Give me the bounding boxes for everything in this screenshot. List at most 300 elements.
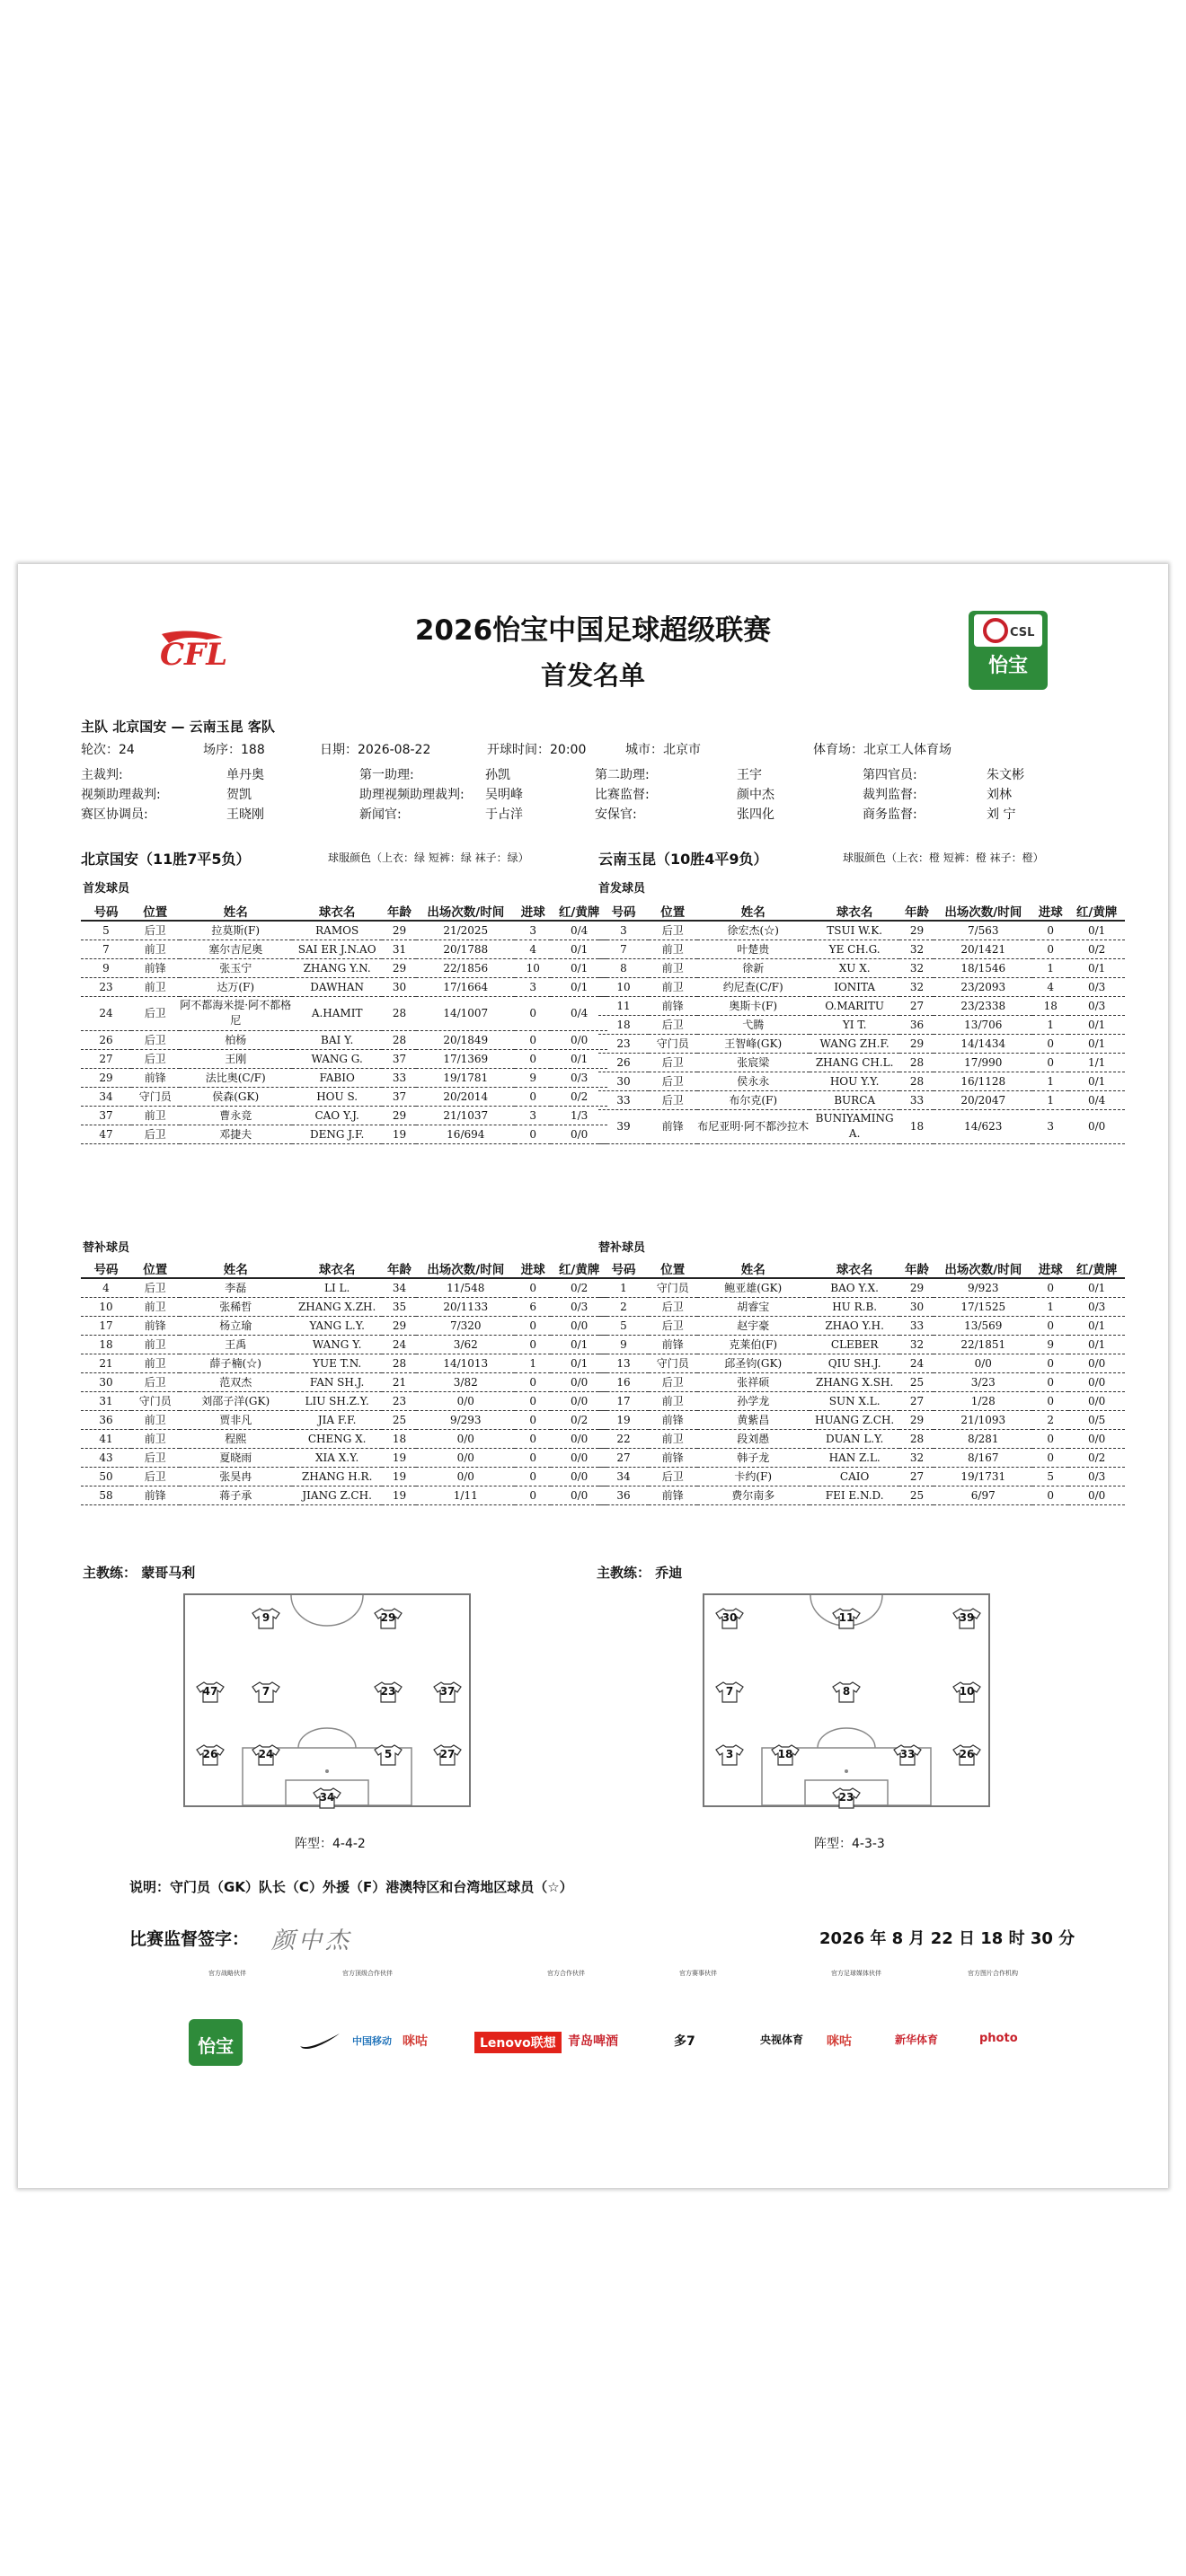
column-header: 球衣名 [292, 902, 383, 921]
player-cell: 16/1128 [934, 1072, 1032, 1090]
player-cell: 前卫 [649, 1391, 697, 1410]
player-cell: LIU SH.Z.Y. [292, 1391, 383, 1410]
player-cell: 塞尔吉尼奥 [180, 940, 292, 958]
player-cell: DUAN L.Y. [810, 1429, 900, 1448]
player-cell: 0/1 [1068, 958, 1125, 977]
player-cell: ZHANG X.ZH. [292, 1297, 383, 1316]
official-name: 王晓刚 [226, 807, 264, 822]
official-label: 赛区协调员: [81, 807, 148, 822]
player-cell: HOU Y.Y. [810, 1072, 900, 1090]
player-cell: JIA F.F. [292, 1410, 383, 1429]
player-cell: 0 [515, 1278, 551, 1297]
player-cell: 33 [382, 1068, 416, 1087]
player-cell: 后卫 [131, 1467, 180, 1486]
player-cell: 后卫 [649, 921, 697, 940]
player-cell: 4 [1032, 977, 1068, 996]
player-cell: 0 [1032, 1053, 1068, 1072]
player-cell: 后卫 [649, 1053, 697, 1072]
player-cell: 前锋 [649, 1448, 697, 1467]
player-cell: HU R.B. [810, 1297, 900, 1316]
player-cell: 25 [382, 1410, 416, 1429]
player-cell: DENG J.F. [292, 1125, 383, 1143]
player-cell: 0 [515, 1467, 551, 1486]
player-row [81, 1486, 607, 1504]
player-cell: JIANG Z.CH. [292, 1486, 383, 1504]
player-cell: 0/1 [1068, 1034, 1125, 1053]
player-cell: 10 [81, 1297, 131, 1316]
partner-label: 官方合作伙伴 [547, 1970, 585, 1977]
player-cell: 后卫 [131, 1125, 180, 1143]
player-cell: 前卫 [131, 1106, 180, 1125]
player-cell: 0/3 [1068, 1297, 1125, 1316]
player-row [598, 1429, 1125, 1448]
player-row [598, 977, 1125, 996]
player-cell: 0 [515, 1087, 551, 1106]
player-cell: 后卫 [649, 1372, 697, 1391]
official-name: 刘林 [987, 788, 1012, 802]
player-cell: 0/3 [1068, 996, 1125, 1015]
player-cell: 1 [1032, 958, 1068, 977]
player-cell: 0/3 [551, 1068, 607, 1087]
player-cell: 1/3 [551, 1106, 607, 1125]
player-row [81, 977, 607, 996]
player-cell: 20/2014 [416, 1087, 515, 1106]
home-team-title: 北京国安（11胜7平5负） [81, 851, 251, 868]
official-label: 商务监督: [863, 807, 917, 822]
player-cell: 0 [1032, 1372, 1068, 1391]
photo-sponsor: photo [979, 2032, 1018, 2045]
player-cell: 27 [899, 996, 934, 1015]
supervisor-signature-label: 比赛监督签字： [129, 1929, 250, 1949]
player-cell: 前锋 [131, 1486, 180, 1504]
column-header: 进球 [1032, 902, 1068, 921]
away-coach: 主教练： 乔迪 [597, 1565, 683, 1581]
match-no: 场序：188 [203, 743, 265, 757]
official-label: 比赛监督: [595, 788, 650, 802]
player-cell: SUN X.L. [810, 1391, 900, 1410]
player-cell: 7 [598, 940, 649, 958]
player-cell: 36 [81, 1410, 131, 1429]
player-cell: 后卫 [131, 921, 180, 940]
player-cell: 前锋 [649, 1410, 697, 1429]
player-cell: 0 [515, 1410, 551, 1429]
player-cell: 张祥硕 [697, 1372, 810, 1391]
player-cell: 王智峰(GK) [697, 1034, 810, 1053]
player-cell: 2 [598, 1297, 649, 1316]
player-cell: 0 [515, 996, 551, 1030]
away-team-title: 云南玉昆（10胜4平9负） [598, 851, 768, 868]
player-cell: 18 [899, 1109, 934, 1143]
player-cell: 28 [899, 1053, 934, 1072]
player-row [81, 1125, 607, 1143]
player-cell: 14/1434 [934, 1034, 1032, 1053]
partner-label: 官方顶级合作伙伴 [342, 1970, 393, 1977]
xinhua-sports-sponsor: 新华体育 [895, 2033, 939, 2046]
player-shirt-icon: 47 [196, 1681, 225, 1703]
player-row [81, 921, 607, 940]
page-subtitle: 首发名单 [540, 660, 645, 691]
away-formation-pitch [703, 1593, 990, 1807]
player-cell: 14/1013 [416, 1354, 515, 1372]
home-kit-colors: 球服颜色（上衣：绿 短裤：绿 袜子：绿） [328, 851, 529, 864]
player-cell: YE CH.G. [810, 940, 900, 958]
player-cell: 黄紫昌 [697, 1410, 810, 1429]
player-row [81, 1316, 607, 1335]
player-cell: 0 [515, 1486, 551, 1504]
player-cell: 阿不都海米提·阿不都格尼 [180, 996, 292, 1030]
player-cell: 后卫 [131, 1030, 180, 1049]
player-cell: 29 [899, 1410, 934, 1429]
player-cell: 29 [382, 1106, 416, 1125]
player-cell: 1/1 [1068, 1053, 1125, 1072]
player-cell: 34 [81, 1087, 131, 1106]
player-cell: 前锋 [131, 1068, 180, 1087]
column-header: 出场次数/时间 [934, 1259, 1032, 1278]
player-cell: 14/1007 [416, 996, 515, 1030]
player-cell: 侯森(GK) [180, 1087, 292, 1106]
player-cell: 法比奥(C/F) [180, 1068, 292, 1087]
player-shirt-icon: 3 [715, 1744, 744, 1766]
column-header: 红/黄牌 [1068, 1259, 1125, 1278]
player-row [81, 1448, 607, 1467]
player-shirt-icon: 30 [715, 1608, 744, 1629]
player-cell: 刘邵子洋(GK) [180, 1391, 292, 1410]
player-cell: 13/706 [934, 1015, 1032, 1034]
column-header: 进球 [1032, 1259, 1068, 1278]
player-cell: 1/11 [416, 1486, 515, 1504]
official-label: 安保官: [595, 807, 637, 822]
player-cell: 31 [81, 1391, 131, 1410]
player-cell: 28 [899, 1429, 934, 1448]
player-cell: 24 [382, 1335, 416, 1354]
player-cell: 0/1 [551, 1335, 607, 1354]
page-title: 2026怡宝中国足球超级联赛 [414, 614, 772, 647]
player-cell: 0/0 [1068, 1486, 1125, 1504]
player-cell: 21 [81, 1354, 131, 1372]
player-cell: 17 [598, 1391, 649, 1410]
column-header: 红/黄牌 [1068, 902, 1125, 921]
player-row [81, 1354, 607, 1372]
player-cell: 守门员 [131, 1391, 180, 1410]
player-row [598, 1297, 1125, 1316]
player-cell: 22/1856 [416, 958, 515, 977]
player-cell: 曹永竞 [180, 1106, 292, 1125]
official-label: 裁判监督: [863, 788, 917, 802]
player-cell: 20/1421 [934, 940, 1032, 958]
column-header: 年龄 [899, 1259, 934, 1278]
player-cell: 5 [81, 921, 131, 940]
player-cell: 37 [382, 1049, 416, 1068]
player-cell: 前卫 [131, 940, 180, 958]
player-cell: 徐新 [697, 958, 810, 977]
away-kit-colors: 球服颜色（上衣：橙 短裤：橙 袜子：橙） [843, 851, 1044, 864]
player-cell: YI T. [810, 1015, 900, 1034]
player-row [81, 1429, 607, 1448]
player-cell: 0/1 [551, 940, 607, 958]
player-cell: 0 [1032, 1354, 1068, 1372]
player-cell: 守门员 [131, 1087, 180, 1106]
column-header: 年龄 [899, 902, 934, 921]
player-row [598, 1072, 1125, 1090]
player-cell: 后卫 [131, 996, 180, 1030]
csl-logo-text: 怡宝 [987, 654, 1028, 677]
player-row [598, 1467, 1125, 1486]
player-shirt-icon: 39 [952, 1608, 981, 1629]
player-cell: 0 [515, 1391, 551, 1410]
official-label: 第四官员: [863, 768, 917, 782]
player-cell: 后卫 [131, 1049, 180, 1068]
player-cell: 5 [1032, 1467, 1068, 1486]
player-cell: 17/1664 [416, 977, 515, 996]
player-cell: 1 [1032, 1015, 1068, 1034]
player-cell: 58 [81, 1486, 131, 1504]
player-cell: 0/0 [416, 1429, 515, 1448]
player-cell: 29 [899, 1278, 934, 1297]
player-cell: 0 [1032, 921, 1068, 940]
player-cell: 36 [899, 1015, 934, 1034]
player-cell: 30 [899, 1297, 934, 1316]
player-cell: 32 [899, 977, 934, 996]
player-cell: CHENG X. [292, 1429, 383, 1448]
player-cell: 0/3 [1068, 977, 1125, 996]
player-cell: 29 [382, 1316, 416, 1335]
player-cell: 前锋 [649, 1335, 697, 1354]
player-shirt-icon: 27 [433, 1744, 462, 1766]
player-cell: 0/0 [551, 1448, 607, 1467]
player-cell: 9/923 [934, 1278, 1032, 1297]
player-cell: 费尔南多 [697, 1486, 810, 1504]
player-cell: 前锋 [649, 1486, 697, 1504]
player-row [598, 1372, 1125, 1391]
player-cell: 1 [598, 1278, 649, 1297]
player-row [81, 1106, 607, 1125]
table-header-row [598, 1259, 1125, 1278]
player-cell: 0/5 [1068, 1410, 1125, 1429]
player-cell: 37 [81, 1106, 131, 1125]
player-cell: 守门员 [649, 1034, 697, 1053]
player-cell: 约尼查(C/F) [697, 977, 810, 996]
player-cell: 前卫 [649, 977, 697, 996]
official-name: 孙凯 [485, 768, 510, 782]
player-cell: 前卫 [131, 977, 180, 996]
match-date: 日期：2026-08-22 [320, 743, 431, 757]
player-cell: FAN SH.J. [292, 1372, 383, 1391]
home-formation-pitch [183, 1593, 471, 1807]
player-cell: 守门员 [649, 1354, 697, 1372]
player-shirt-icon: 18 [771, 1744, 800, 1766]
player-row [598, 1090, 1125, 1109]
player-shirt-icon: 24 [252, 1744, 280, 1766]
player-cell: 张昊冉 [180, 1467, 292, 1486]
player-cell: 28 [382, 996, 416, 1030]
player-cell: SAI ER J.N.AO [292, 940, 383, 958]
official-name: 单丹奥 [226, 768, 264, 782]
player-cell: 23 [81, 977, 131, 996]
player-cell: TSUI W.K. [810, 921, 900, 940]
player-cell: FABIO [292, 1068, 383, 1087]
player-cell: 后卫 [649, 1316, 697, 1335]
player-cell: 47 [81, 1125, 131, 1143]
partner-label: 官方战略伙伴 [208, 1970, 246, 1977]
home-starters-table [81, 902, 607, 1144]
player-cell: 7/320 [416, 1316, 515, 1335]
player-cell: 20/2047 [934, 1090, 1032, 1109]
player-cell: 程熙 [180, 1429, 292, 1448]
player-cell: 32 [899, 958, 934, 977]
player-cell: 前锋 [649, 1109, 697, 1143]
player-row [81, 1030, 607, 1049]
column-header: 红/黄牌 [551, 902, 607, 921]
player-cell: 23 [598, 1034, 649, 1053]
player-shirt-icon: 37 [433, 1681, 462, 1703]
china-mobile-sponsor: 中国移动 [352, 2035, 392, 2047]
official-name: 吴明峰 [485, 788, 523, 802]
player-cell: 0/0 [1068, 1372, 1125, 1391]
player-cell: 0/0 [551, 1030, 607, 1049]
player-cell: 卡约(F) [697, 1467, 810, 1486]
player-row [81, 1297, 607, 1316]
away-subs-label: 替补球员 [598, 1241, 646, 1255]
player-cell: 前卫 [649, 1429, 697, 1448]
player-cell: 21/2025 [416, 921, 515, 940]
player-cell: 27 [598, 1448, 649, 1467]
player-shirt-icon: 26 [196, 1744, 225, 1766]
player-shirt-icon: 23 [832, 1787, 861, 1809]
player-cell: 0 [515, 1335, 551, 1354]
player-cell: 39 [598, 1109, 649, 1143]
player-row [81, 940, 607, 958]
player-cell: 0/0 [1068, 1109, 1125, 1143]
player-cell: 23/2338 [934, 996, 1032, 1015]
home-subs-label: 替补球员 [83, 1241, 130, 1255]
player-cell: 前卫 [649, 940, 697, 958]
player-row [598, 1109, 1125, 1143]
away-starters-label: 首发球员 [598, 882, 646, 895]
player-cell: RAMOS [292, 921, 383, 940]
player-cell: 邱圣钧(GK) [697, 1354, 810, 1372]
player-cell: 21 [382, 1372, 416, 1391]
player-cell: 50 [81, 1467, 131, 1486]
player-cell: 24 [81, 996, 131, 1030]
player-cell: ZHAO Y.H. [810, 1316, 900, 1335]
column-header: 姓名 [180, 1259, 292, 1278]
player-shirt-icon: 7 [252, 1681, 280, 1703]
player-cell: 张玉宁 [180, 958, 292, 977]
player-cell: 鲍亚雄(GK) [697, 1278, 810, 1297]
column-header: 出场次数/时间 [416, 902, 515, 921]
sponsor-7: 多7 [674, 2034, 695, 2049]
player-cell: 35 [382, 1297, 416, 1316]
player-cell: 33 [598, 1090, 649, 1109]
column-header: 年龄 [382, 1259, 416, 1278]
player-cell: 0/0 [551, 1486, 607, 1504]
player-cell: 21/1037 [416, 1106, 515, 1125]
player-cell: ZHANG Y.N. [292, 958, 383, 977]
player-cell: 9 [1032, 1335, 1068, 1354]
player-cell: FEI E.N.D. [810, 1486, 900, 1504]
player-cell: 0 [515, 1030, 551, 1049]
player-cell: 后卫 [649, 1297, 697, 1316]
player-cell: YUE T.N. [292, 1354, 383, 1372]
player-cell: 前锋 [131, 1316, 180, 1335]
player-cell: 李磊 [180, 1278, 292, 1297]
column-header: 出场次数/时间 [934, 902, 1032, 921]
player-cell: 达万(F) [180, 977, 292, 996]
city: 城市：北京市 [625, 743, 701, 757]
player-cell: 张宸梁 [697, 1053, 810, 1072]
player-cell: 夏晓雨 [180, 1448, 292, 1467]
player-cell: 17/1525 [934, 1297, 1032, 1316]
player-cell: 41 [81, 1429, 131, 1448]
player-cell: CAO Y.J. [292, 1106, 383, 1125]
tsingtao-sponsor: 青岛啤酒 [568, 2034, 618, 2049]
away-starters-table [598, 902, 1125, 1144]
player-cell: 28 [382, 1030, 416, 1049]
player-cell: 30 [598, 1072, 649, 1090]
player-shirt-icon: 7 [715, 1681, 744, 1703]
player-cell: 16 [598, 1372, 649, 1391]
player-cell: 17/1369 [416, 1049, 515, 1068]
svg-text:CSL: CSL [1010, 626, 1035, 640]
round: 轮次：24 [81, 743, 135, 757]
player-cell: 前卫 [131, 1354, 180, 1372]
player-cell: YANG L.Y. [292, 1316, 383, 1335]
player-cell: 邓捷夫 [180, 1125, 292, 1143]
away-formation: 阵型：4-3-3 [814, 1837, 885, 1851]
player-cell: 9 [515, 1068, 551, 1087]
partner-label: 官方赛事伙伴 [679, 1970, 717, 1977]
player-cell: 6 [515, 1297, 551, 1316]
player-cell: 9 [81, 958, 131, 977]
player-row [598, 1486, 1125, 1504]
player-cell: 贾非凡 [180, 1410, 292, 1429]
partner-labels [18, 1963, 1168, 1990]
player-cell: 29 [382, 921, 416, 940]
partner-label: 官方图片合作机构 [968, 1970, 1018, 1977]
teams-line: 主队 北京国安 — 云南玉昆 客队 [81, 719, 275, 735]
player-cell: 18 [1032, 996, 1068, 1015]
player-cell: 侯永永 [697, 1072, 810, 1090]
player-cell: 20/1788 [416, 940, 515, 958]
player-cell: 0/0 [551, 1316, 607, 1335]
player-cell: 0/1 [1068, 921, 1125, 940]
player-cell: HOU S. [292, 1087, 383, 1106]
player-shirt-icon: 34 [313, 1787, 341, 1809]
player-cell: 后卫 [131, 1448, 180, 1467]
player-cell: 0/2 [1068, 940, 1125, 958]
player-cell: 7/563 [934, 921, 1032, 940]
player-cell: 后卫 [649, 1467, 697, 1486]
table-header-row [81, 902, 607, 921]
player-row [598, 1448, 1125, 1467]
player-cell: 4 [515, 940, 551, 958]
player-row [598, 1053, 1125, 1072]
player-cell: 22 [598, 1429, 649, 1448]
official-name: 于占洋 [485, 807, 523, 822]
player-cell: 28 [899, 1072, 934, 1090]
player-row [81, 1049, 607, 1068]
player-cell: 21/1093 [934, 1410, 1032, 1429]
player-cell: 32 [899, 940, 934, 958]
kickoff-time: 开球时间：20:00 [487, 743, 587, 757]
player-cell: 前锋 [131, 958, 180, 977]
player-cell: 4 [81, 1278, 131, 1297]
player-cell: 0/0 [1068, 1429, 1125, 1448]
player-row [81, 1410, 607, 1429]
player-cell: 19/1781 [416, 1068, 515, 1087]
official-name: 朱文彬 [987, 768, 1024, 782]
player-row [598, 958, 1125, 977]
